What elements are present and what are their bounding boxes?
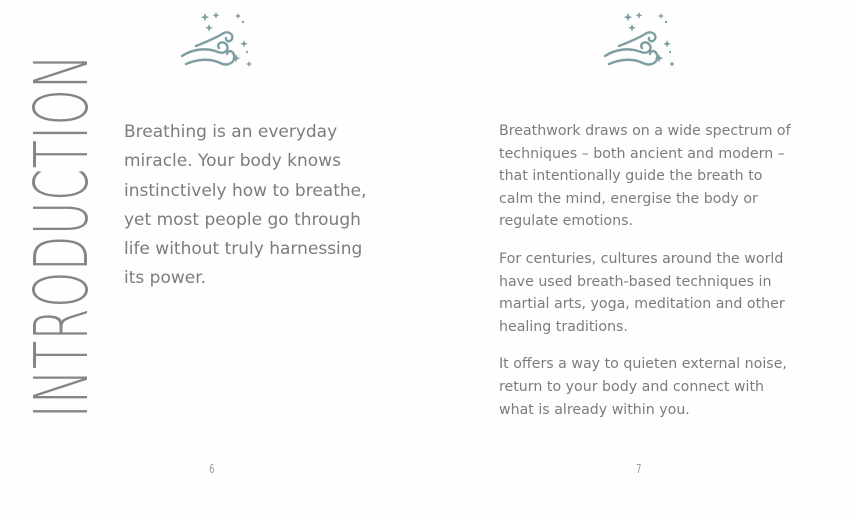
page-number-right: 7 <box>636 462 642 476</box>
intro-lead-paragraph: Breathing is an everyday miracle. Your body knows instinctively how to breathe, yet most people go through life without truly harnessing its power. <box>124 122 367 289</box>
body-paragraph: It offers a way to quieten external noise, return to your body and connect with what is already within you. <box>499 356 787 418</box>
left-page <box>0 0 427 518</box>
vertical-title-container <box>19 30 105 418</box>
right-page <box>427 0 855 518</box>
body-paragraph: Breathwork draws on a wide spectrum of techniques – both ancient and modern – that intentionally guide the breath to calm the mind, energise the body or regulate emotions. <box>499 123 791 230</box>
chapter-heading: INTRODUCTION <box>19 53 105 418</box>
page-number-left: 6 <box>209 462 215 476</box>
breath-wind-swirl-icon <box>178 8 256 70</box>
body-paragraph: For centuries, cultures around the world have used breath-based techniques in martial arts, yoga, meditation and other healing traditions. <box>499 250 785 335</box>
breath-wind-swirl-icon <box>601 8 679 70</box>
body-text-block <box>499 120 799 436</box>
